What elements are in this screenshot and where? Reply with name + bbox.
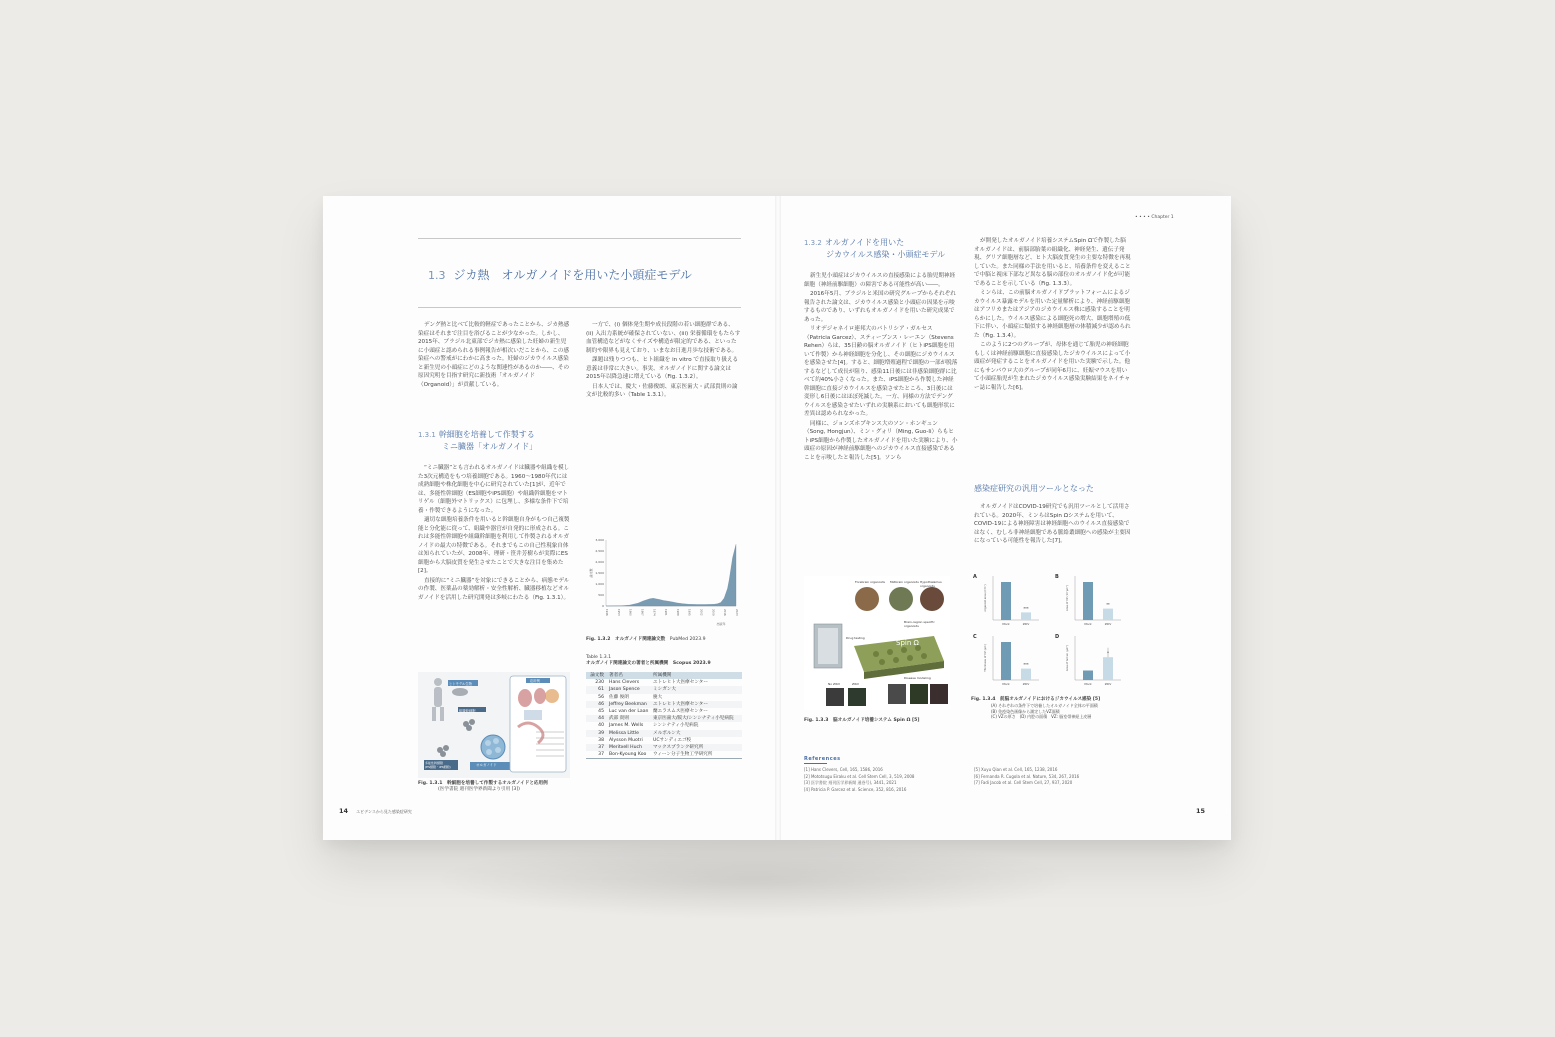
subsection-1-3-1: 1.3.1 幹細胞を培養して作製する ミニ臓器「オルガノイド」 xyxy=(418,430,538,451)
table-cell: Hans Clevers xyxy=(609,680,640,686)
table-cell: 慶大 xyxy=(653,694,663,700)
fig-1-3-4-caption: Fig. 1.3.4 前脳オルガノイドにおけるジカウイルス感染 [5] (A) それぞれの条件下で培養したオルガノイド全体の平面積 (B) 免疫染色画像から測定したVZ面積 (C) VZの厚さ (D) 内腔の面積 VZ: 脳室帯神経上皮層 xyxy=(971,697,1101,720)
gutter xyxy=(775,196,781,840)
table-cell: 佐藤 俊朗 xyxy=(609,694,629,700)
panel-y-label: organoid area (mm²) xyxy=(984,584,987,612)
panel-label: D xyxy=(1055,634,1060,640)
panel-y-label: Area of lumen (μm²) xyxy=(1066,644,1069,672)
panel-y-label: Thickness of VZ (μm) xyxy=(984,644,987,672)
table-row xyxy=(586,694,742,701)
table-bottom-rule xyxy=(586,758,742,759)
col4-body: が開発したオルガノイド培養システムSpin Ωで作製した脳オルガノイドは、前脳部胎葉の組織化、神経発生、遺伝子発現、グリア細胞層など、ヒト大脳皮質発生の主要な特徴を再現していた。また同様の手法を用いると、培養条件を変えることで中脳と視床下部など異なる脳の部位のオルガノイド化が可能であることを示している（Fig. 1.3.3）。 ミンらは、この前脳オルガノイドプラットフォームによるジカウイルス暴露モデルを用いた定量解析により、神経前駆細胞はアフリカまたはアジアのジカウイルス株に感染することを明らかにした。ウイルス感染による細胞死の増大、細胞増殖の低下に伴い、小頭症に類似する神経細胞層の体積減少が認められた（Fig. 1.3.4）。 このように2つのグループが、母体を通じて胎児の神経細胞もしくは神経前駆細胞に直接感染したジカウイルスによって小頭症が発症することをオルガノイドを用いた実験で示した。他にもサンパウロ大のグループが同年6月に、妊娠マウスを用いて小頭症胎児が生まれたジカウイルス感染実験結果をネイチャー誌に報告した[6]。 xyxy=(974,238,1131,391)
zikv-bar-panels xyxy=(971,570,1133,694)
table-cell: 61 xyxy=(598,687,604,693)
significance-mark: *** xyxy=(1023,606,1029,611)
x-tick-label: 1981 xyxy=(664,609,668,616)
table-row xyxy=(586,722,742,729)
significance-mark: ** xyxy=(1106,602,1110,607)
subsection-1-3-2: 1.3.2 オルガノイドを用いた ジカウイルス感染・小頭症モデル xyxy=(804,238,946,259)
table-cell: 44 xyxy=(598,716,604,722)
table-cell: 40 xyxy=(598,723,604,729)
table-header: 論文数 著者名 所属機関 xyxy=(586,672,742,679)
bar-mock xyxy=(1001,642,1011,680)
table-cell: 蘭エラスムス医療センター xyxy=(653,709,708,715)
table-cell: ユトレヒト大医療センター xyxy=(653,701,708,707)
table-cell: Melissa Little xyxy=(609,730,639,736)
table-row xyxy=(586,751,742,758)
references-heading: References xyxy=(804,756,841,762)
x-tick-label: 1995 xyxy=(687,609,691,616)
left-footer: 14 エビデンスから見た感染症研究 xyxy=(339,807,412,815)
book-spread xyxy=(323,196,1231,840)
table-cell: 45 xyxy=(598,709,604,715)
y-tick-label: 0 xyxy=(602,604,604,608)
table-cell: 東京医歯大/阪大/シンシナティ小児病院 xyxy=(653,716,734,722)
x-category-label: Mock xyxy=(1002,622,1010,626)
table-cell: Bon-Kyoung Koo xyxy=(609,752,647,758)
table-cell: シンシナティ小児病院 xyxy=(653,723,699,729)
x-tick-label: 1988 xyxy=(675,609,679,616)
table-row xyxy=(586,679,742,686)
references-left: [1] Hans Clevers, Cell, 165, 1586, 2016 [2] Mototsugu Eiraku et al. Cell Stem Cell, 3, 519, 2008 [3] 医学書院 週刊医学界新聞 通巻号), 3441, 2021 [4] Patricia P. Garcez et al. Science, 352, 816, 2016 xyxy=(804,767,915,792)
section-tool-heading: 感染症研究の汎用ツールとなった xyxy=(974,484,1094,493)
chapter-header: • • • • Chapter 1 xyxy=(1135,215,1174,220)
x-axis-label: 出版年 xyxy=(716,622,726,626)
bar-zikv xyxy=(1021,612,1031,620)
panel-label: B xyxy=(1055,574,1059,580)
table-cell: Alysson Muotri xyxy=(609,737,643,743)
table-row xyxy=(586,715,742,722)
y-tick-label: 2,000 xyxy=(595,560,604,564)
x-tick-label: 1946 xyxy=(605,609,608,616)
table-cell: UCサンディエゴ校 xyxy=(653,737,692,743)
bar-zikv xyxy=(1021,669,1031,680)
bar-zikv xyxy=(1103,609,1113,620)
x-tick-label: 1960 xyxy=(628,609,632,616)
table-1-3-1 xyxy=(586,672,742,759)
y-tick-label: 500 xyxy=(598,593,604,597)
fig-1-3-2-chart xyxy=(586,534,742,626)
y-tick-label: 1,000 xyxy=(595,582,604,586)
table-cell: 38 xyxy=(598,737,604,743)
right-footer: 15 xyxy=(1196,807,1206,815)
x-tick-label: 2002 xyxy=(699,609,703,616)
x-category-label: Mock xyxy=(1084,682,1092,686)
panel-label: A xyxy=(973,574,977,580)
table-1-3-1-title: Table 1.3.1 オルガノイド関連論文の著者と所属機関 Scopus 2023.9 xyxy=(586,655,711,667)
references-underline xyxy=(804,763,827,764)
x-tick-label: 2023 xyxy=(735,609,738,616)
fig-1-3-2-caption: Fig. 1.3.2 オルガノイド関連論文数 PubMed 2023.9 xyxy=(586,637,706,642)
x-tick-label: 1974 xyxy=(652,609,656,616)
significance-mark: *** xyxy=(1023,662,1029,667)
x-category-label: ZIKV xyxy=(1022,622,1030,626)
fig-1-3-4-panels xyxy=(971,570,1133,694)
series-area xyxy=(606,544,736,606)
x-tick-label: 1967 xyxy=(640,609,644,616)
bar-mock xyxy=(1083,582,1093,620)
y-axis-label: 論文数 xyxy=(589,568,593,578)
section-rule-top xyxy=(418,238,741,239)
x-category-label: ZIKV xyxy=(1022,682,1030,686)
bar-mock xyxy=(1083,671,1093,681)
table-cell: 37 xyxy=(598,752,604,758)
x-tick-label: 1953 xyxy=(616,609,620,616)
references-right: [5] Xuyu Qian et al. Cell, 165, 1238, 2016 [6] Fernanda R. Cugola et al. Nature, 534, 267, 2016 [7] Fadi Jacob et al. Cell Stem Cell, 27, 937, 2020 xyxy=(974,767,1080,785)
x-tick-label: 2009 xyxy=(711,609,715,616)
col1-body: “ミニ臓器”とも言われるオルガノイドは臓器や組織を模した3次元構造をもつ培養細胞である。1960～1980年代には成熟細胞や株化細胞を中心に研究されていた[1]が、近年では、多能性幹細胞（ES細胞やiPS細胞）や組織幹細胞をマトリゲル（細胞外マトリックス）に包埋し、多様な条件下で培養・作製できるようになった。 適切な細胞培養条件を用いると幹細胞自身がもつ自己複製能と分化能に従って、組織や器官が自発的に形成される。これは多能性幹細胞や組織幹細胞を利用して作製されるオルガノイドの最大の特徴である。それまでもこの自己性現象自体は知られていたが、2008年、理研・笹井芳樹らが実際にES細胞から大脳皮質を発生させたことで大きな注目を集めた[2]。 直接的に“ミニ臓器”を対象にできることから、病態モデルの作製、医薬品の薬効解析・安全性解析、臓器移植などオルガノイドを活用した研究開発は多岐にわたる（Fig. 1.3.1）。 xyxy=(418,465,570,601)
table-row xyxy=(586,730,742,737)
table-cell: Luc van der Laan xyxy=(609,709,649,715)
col1-intro: デング熱と比べて比較的軽症であったことから、ジカ熱感染症はそれまで注目を浴びることが少なかった。しかし、2015年、ブラジル北東部でジカ熱に感染した妊婦の新生児に小頭症と認められる事例報告が相次いだことから、この感染症への警戒がにわかに高まった。妊婦のジカウイルス感染と新生児の小頭症にどのような関連性があるのか――、その原因究明を目指す研究に新技術「オルガノイド（Organoid）」が貢献している。 xyxy=(418,322,570,388)
table-cell: マックスプランク研究所 xyxy=(653,745,704,751)
papers-area-chart xyxy=(586,534,742,626)
y-tick-label: 1,500 xyxy=(595,571,604,575)
fig-1-3-1-illustration: ヒトモデル生物 組織幹細胞 多能性幹細胞 (ES細胞・iPS細胞) オルガノイド 応用例 xyxy=(418,672,570,778)
panel-y-label: Area of VZ (10⁴μm²) xyxy=(1066,584,1069,612)
fig-1-3-3-spin-omega: Forebrain organoids Midbrain organoids Hypothalamus organoids Brain-region specific organoids Spin Ω Drug testing Disease modeling No ZIKV ZIKV xyxy=(804,576,950,710)
table-cell: 230 xyxy=(595,680,604,686)
table-cell: Meritxell Huch xyxy=(609,745,642,751)
x-category-label: ZIKV xyxy=(1104,682,1112,686)
table-cell: 39 xyxy=(598,730,604,736)
fig-1-3-3-caption: Fig. 1.3.3 脳オルガノイド培養システム Spin Ω [5] xyxy=(804,718,920,723)
table-cell: Jeffrey Beekman xyxy=(609,701,647,707)
y-tick-label: 2,500 xyxy=(595,549,604,553)
table-cell: 56 xyxy=(598,694,604,700)
table-cell: ミシガン大 xyxy=(653,687,676,693)
col2-body: 一方で、(i) 個体発生期や成長段階の若い細胞群である、(ii) 入出力系統が確保されていない、(iii) 栄養循環をもたらす血管構造などがなくサイズや構造が限定的である、といった制約や限界も見えており、いまなお日進月歩な技術である。 課題は残りつつも、ヒト組織を in vitro で直接取り扱える意義は非常に大きい。事実、オルガノイドに関する論文は2015年以降急速に増えている（Fig. 1.3.2）。 日本人では、慶大・佐藤俊朗、東京医歯大・武部貴則の論文が比較的多い（Table 1.3.1）。 xyxy=(586,322,741,398)
y-tick-label: 3,000 xyxy=(595,538,604,542)
x-category-label: Mock xyxy=(1002,682,1010,686)
col4-tool-body: オルガノイドはCOVID-19研究でも汎用ツールとして活用されている。2020年、ミンらはSpin Ωシステムを用いて、COVID-19による神経障害は神経細胞へのウイルス直接感染ではなく、むしろ非神経細胞である脈絡叢細胞への感染が主要因になっている可能性を報告した[7]。 xyxy=(974,504,1131,544)
spin-omega-diagram xyxy=(804,576,950,710)
table-row xyxy=(586,701,742,708)
table-row xyxy=(586,686,742,693)
table-cell: ユトレヒト大医療センター xyxy=(653,680,708,686)
table-cell: Jason Spence xyxy=(609,687,640,693)
table-body xyxy=(586,679,742,759)
bar-mock xyxy=(1001,582,1011,620)
x-category-label: Mock xyxy=(1084,622,1092,626)
x-tick-label: 2016 xyxy=(723,609,727,616)
table-cell: メルボルン大 xyxy=(653,730,681,736)
section-title: 1.3 ジカ熱 オルガノイドを用いた小頭症モデル xyxy=(428,268,692,282)
fig-1-3-1-caption: Fig. 1.3.1 幹細胞を培養して作製するオルガノイドと応用例 (医学書院 週刊医学界新聞より引用 [3]) xyxy=(418,781,548,793)
table-cell: 武部 貴則 xyxy=(609,716,629,722)
x-category-label: ZIKV xyxy=(1104,622,1112,626)
table-cell: ウィーン分子生物工学研究所 xyxy=(653,752,713,758)
bar-zikv xyxy=(1103,657,1113,680)
table-row xyxy=(586,737,742,744)
table-row xyxy=(586,744,742,751)
significance-mark: * xyxy=(1107,651,1109,656)
section-rule-bottom xyxy=(418,307,741,308)
panel-label: C xyxy=(973,634,977,640)
table-row xyxy=(586,708,742,715)
table-cell: James M. Wells xyxy=(609,723,644,729)
table-cell: 37 xyxy=(598,745,604,751)
table-cell: 46 xyxy=(598,701,604,707)
col3-body: 新生児小頭症はジカウイルスの直接感染による胎児期神経細胞（神経前駆細胞）の障害である可能性が高い――。 2016年5月、ブラジルと米国の研究グループからそれぞれ報告された論文は、ジカウイルス感染と小頭症の因果を示唆するものであり、いずれもオルガノイドを用いた研究成果であった。 リオデジャネイロ連邦大のパトリシア・ガルセス（Patricia Garcez）、スティーブンス・レーエン（Stevens Rehen）らは、35日齢の脳オルガノイド（ヒトiPS細胞を用いて作製）から神経細胞を分化し、その細胞にジカウイルスを感染させた[4]。すると、細胞増殖過程で細胞の一部が脱落するなどして成長が阻り、感染11日後には非感染細胞群に比べて約40%小さくなった。また、iPS細胞から作製した神経幹細胞に直接ジカウイルスを感染させたところ、3日後には変形し6日後にはほぼ死滅した。一方、同様の方法でデングウイルスを感染させたいずれの実験系においても細胞形状に差異は認められなかった。 同様に、ジョンズホプキンス大のソン・ホンギュン（Song, Hongjun）、ミン・グォリ（Ming, Guo-li）らもヒトiPS細胞から作製したオルガノイドを用いた実験により、小頭症の原因が神経前駆細胞へのジカウイルス直接感染であることを示唆したと報告した[5]。ソンら xyxy=(804,273,958,461)
